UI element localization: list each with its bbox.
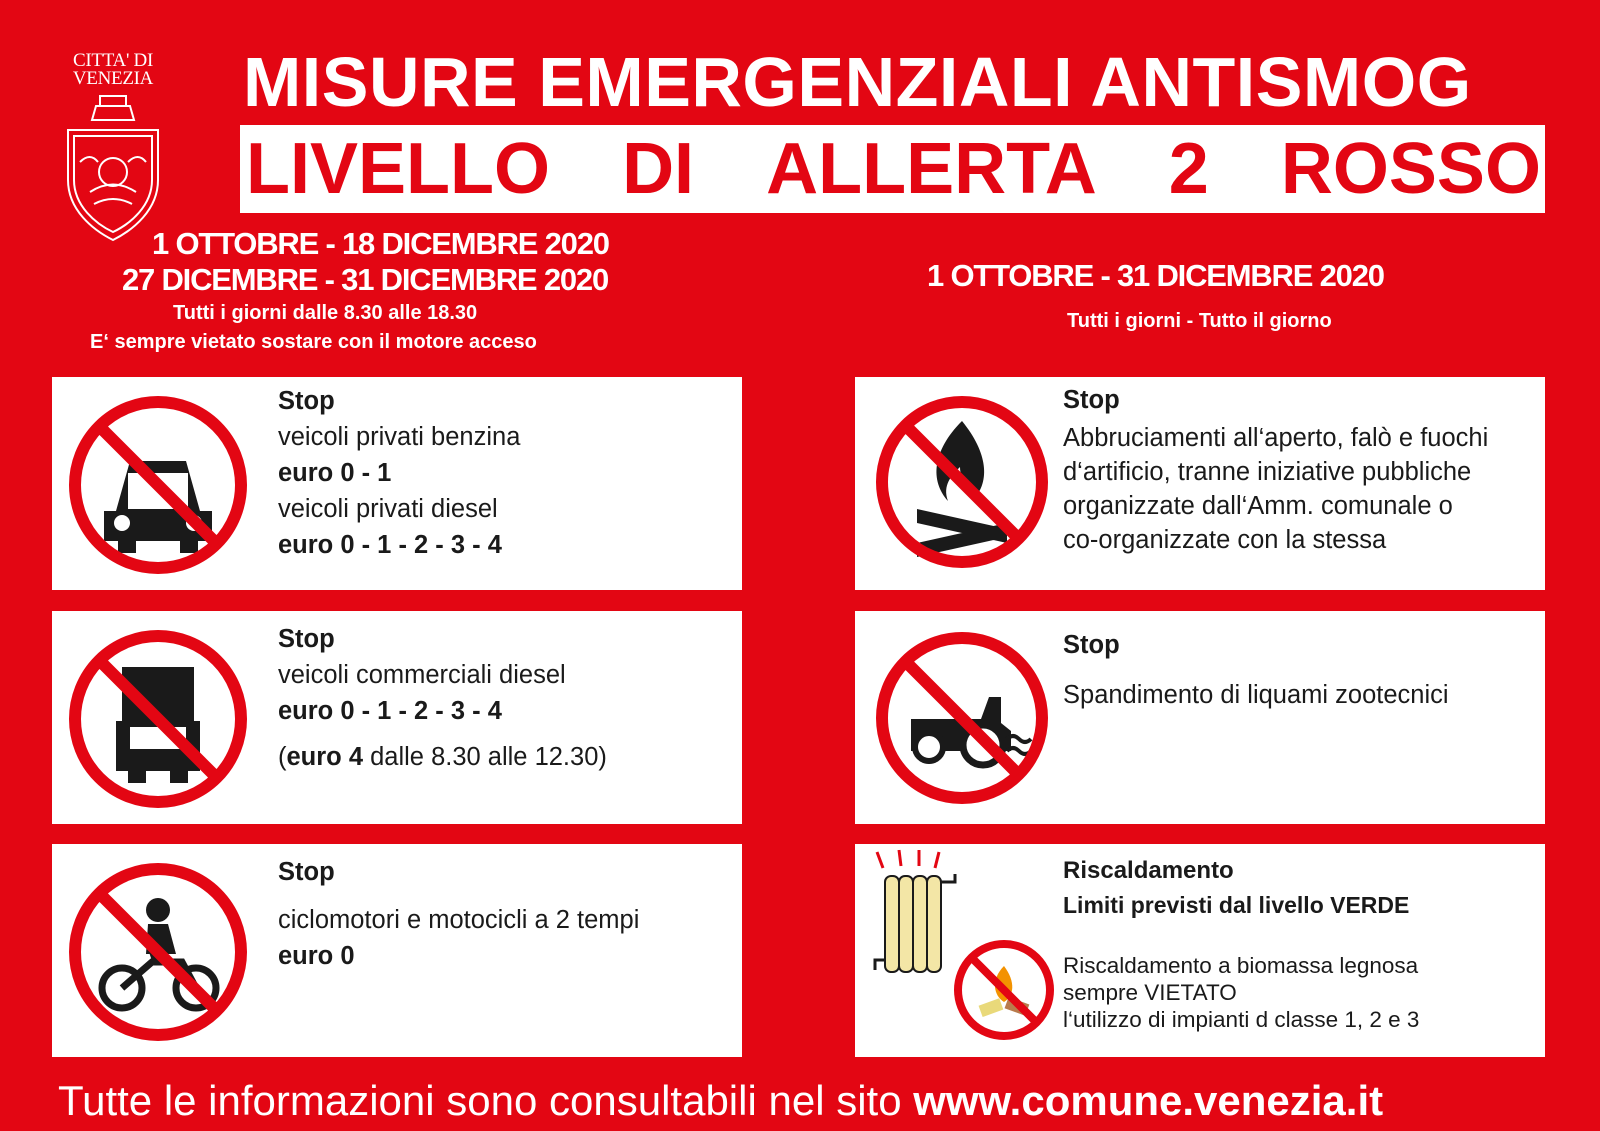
heating-body	[1063, 952, 1419, 1033]
city-logo-text	[58, 52, 168, 88]
card-line	[278, 739, 607, 775]
card-bold: euro 4	[286, 743, 364, 771]
website-link[interactable]: www.comune.venezia.it	[913, 1077, 1384, 1124]
footer-info	[58, 1076, 1558, 1126]
card-commercial-vehicles	[52, 611, 742, 824]
card-stop-label: Stop	[1063, 386, 1120, 414]
card-line: euro 0 - 1 - 2 - 3 - 4	[278, 531, 502, 559]
card-open-burning	[855, 377, 1545, 590]
card-heating	[855, 844, 1545, 1057]
venice-coat-of-arms-icon	[60, 92, 166, 242]
card-line: Riscaldamento a biomassa legnosa	[1063, 953, 1419, 978]
left-note: E‘ sempre vietato sostare con il motore acceso	[90, 331, 537, 353]
card-line: co-organizzate con la stessa	[1063, 526, 1387, 554]
alert-word: LIVELLO	[246, 129, 550, 209]
card-line: d‘artificio, tranne iniziative pubbliche	[1063, 458, 1472, 486]
no-motorcycles-icon	[64, 858, 252, 1046]
alert-word: ROSSO	[1280, 129, 1541, 209]
logo-line-2: VENEZIA	[72, 68, 154, 89]
card-stop-label: Stop	[278, 625, 335, 653]
main-title: MISURE EMERGENZIALI ANTISMOG	[243, 43, 1472, 121]
card-line: euro 0	[278, 942, 355, 970]
footer-text: Tutte le informazioni sono consultabili nel sito	[58, 1077, 914, 1124]
card-rest: dalle 8.30 alle 12.30)	[363, 743, 607, 771]
card-line: organizzate dall‘Amm. comunale o	[1063, 492, 1453, 520]
card-slurry-spreading	[855, 611, 1545, 824]
card-line: euro 0 - 1	[278, 459, 392, 487]
heating-subtitle: Limiti previsti dal livello VERDE	[1063, 892, 1410, 918]
alert-word: 2	[1168, 129, 1209, 209]
card-stop-label: Stop	[278, 387, 335, 415]
no-fire-icon	[871, 391, 1053, 573]
card-private-vehicles	[52, 377, 742, 590]
card-line: veicoli privati diesel	[278, 495, 498, 523]
heating-title-block	[1063, 854, 1409, 922]
card-motorcycles	[52, 844, 742, 1057]
logo-line-1: CITTA' DI	[73, 50, 153, 71]
card-line: sempre VIETATO	[1063, 980, 1237, 1005]
card-line: ciclomotori e motocicli a 2 tempi	[278, 906, 640, 934]
card-stop-label: Stop	[278, 858, 335, 886]
card-line: veicoli commerciali diesel	[278, 661, 566, 689]
no-wood-burning-icon	[950, 936, 1058, 1044]
right-period: 1 OTTOBRE - 31 DICEMBRE 2020	[927, 258, 1384, 293]
left-period-1: 1 OTTOBRE - 18 DICEMBRE 2020	[152, 226, 609, 261]
card-stop-label: Stop	[1063, 631, 1120, 659]
heating-title: Riscaldamento	[1063, 857, 1234, 884]
left-hours: Tutti i giorni dalle 8.30 alle 18.30	[173, 302, 478, 324]
card-line: euro 0 - 1 - 2 - 3 - 4	[278, 697, 502, 725]
alert-word: DI	[622, 129, 695, 209]
paren: (	[278, 743, 287, 771]
card-line: veicoli privati benzina	[278, 423, 521, 451]
left-period-2: 27 DICEMBRE - 31 DICEMBRE 2020	[122, 262, 608, 297]
no-trucks-icon	[64, 625, 252, 813]
card-line: Spandimento di liquami zootecnici	[1063, 681, 1449, 709]
alert-word: ALLERTA	[766, 129, 1097, 209]
card-line: Abbruciamenti all‘aperto, falò e fuochi	[1063, 424, 1489, 452]
alert-level-title	[246, 125, 1541, 213]
no-tractor-icon	[871, 627, 1053, 809]
no-cars-icon	[64, 391, 252, 579]
right-hours: Tutti i giorni - Tutto il giorno	[1067, 310, 1332, 332]
card-line: l‘utilizzo di impianti d classe 1, 2 e 3	[1063, 1007, 1420, 1032]
